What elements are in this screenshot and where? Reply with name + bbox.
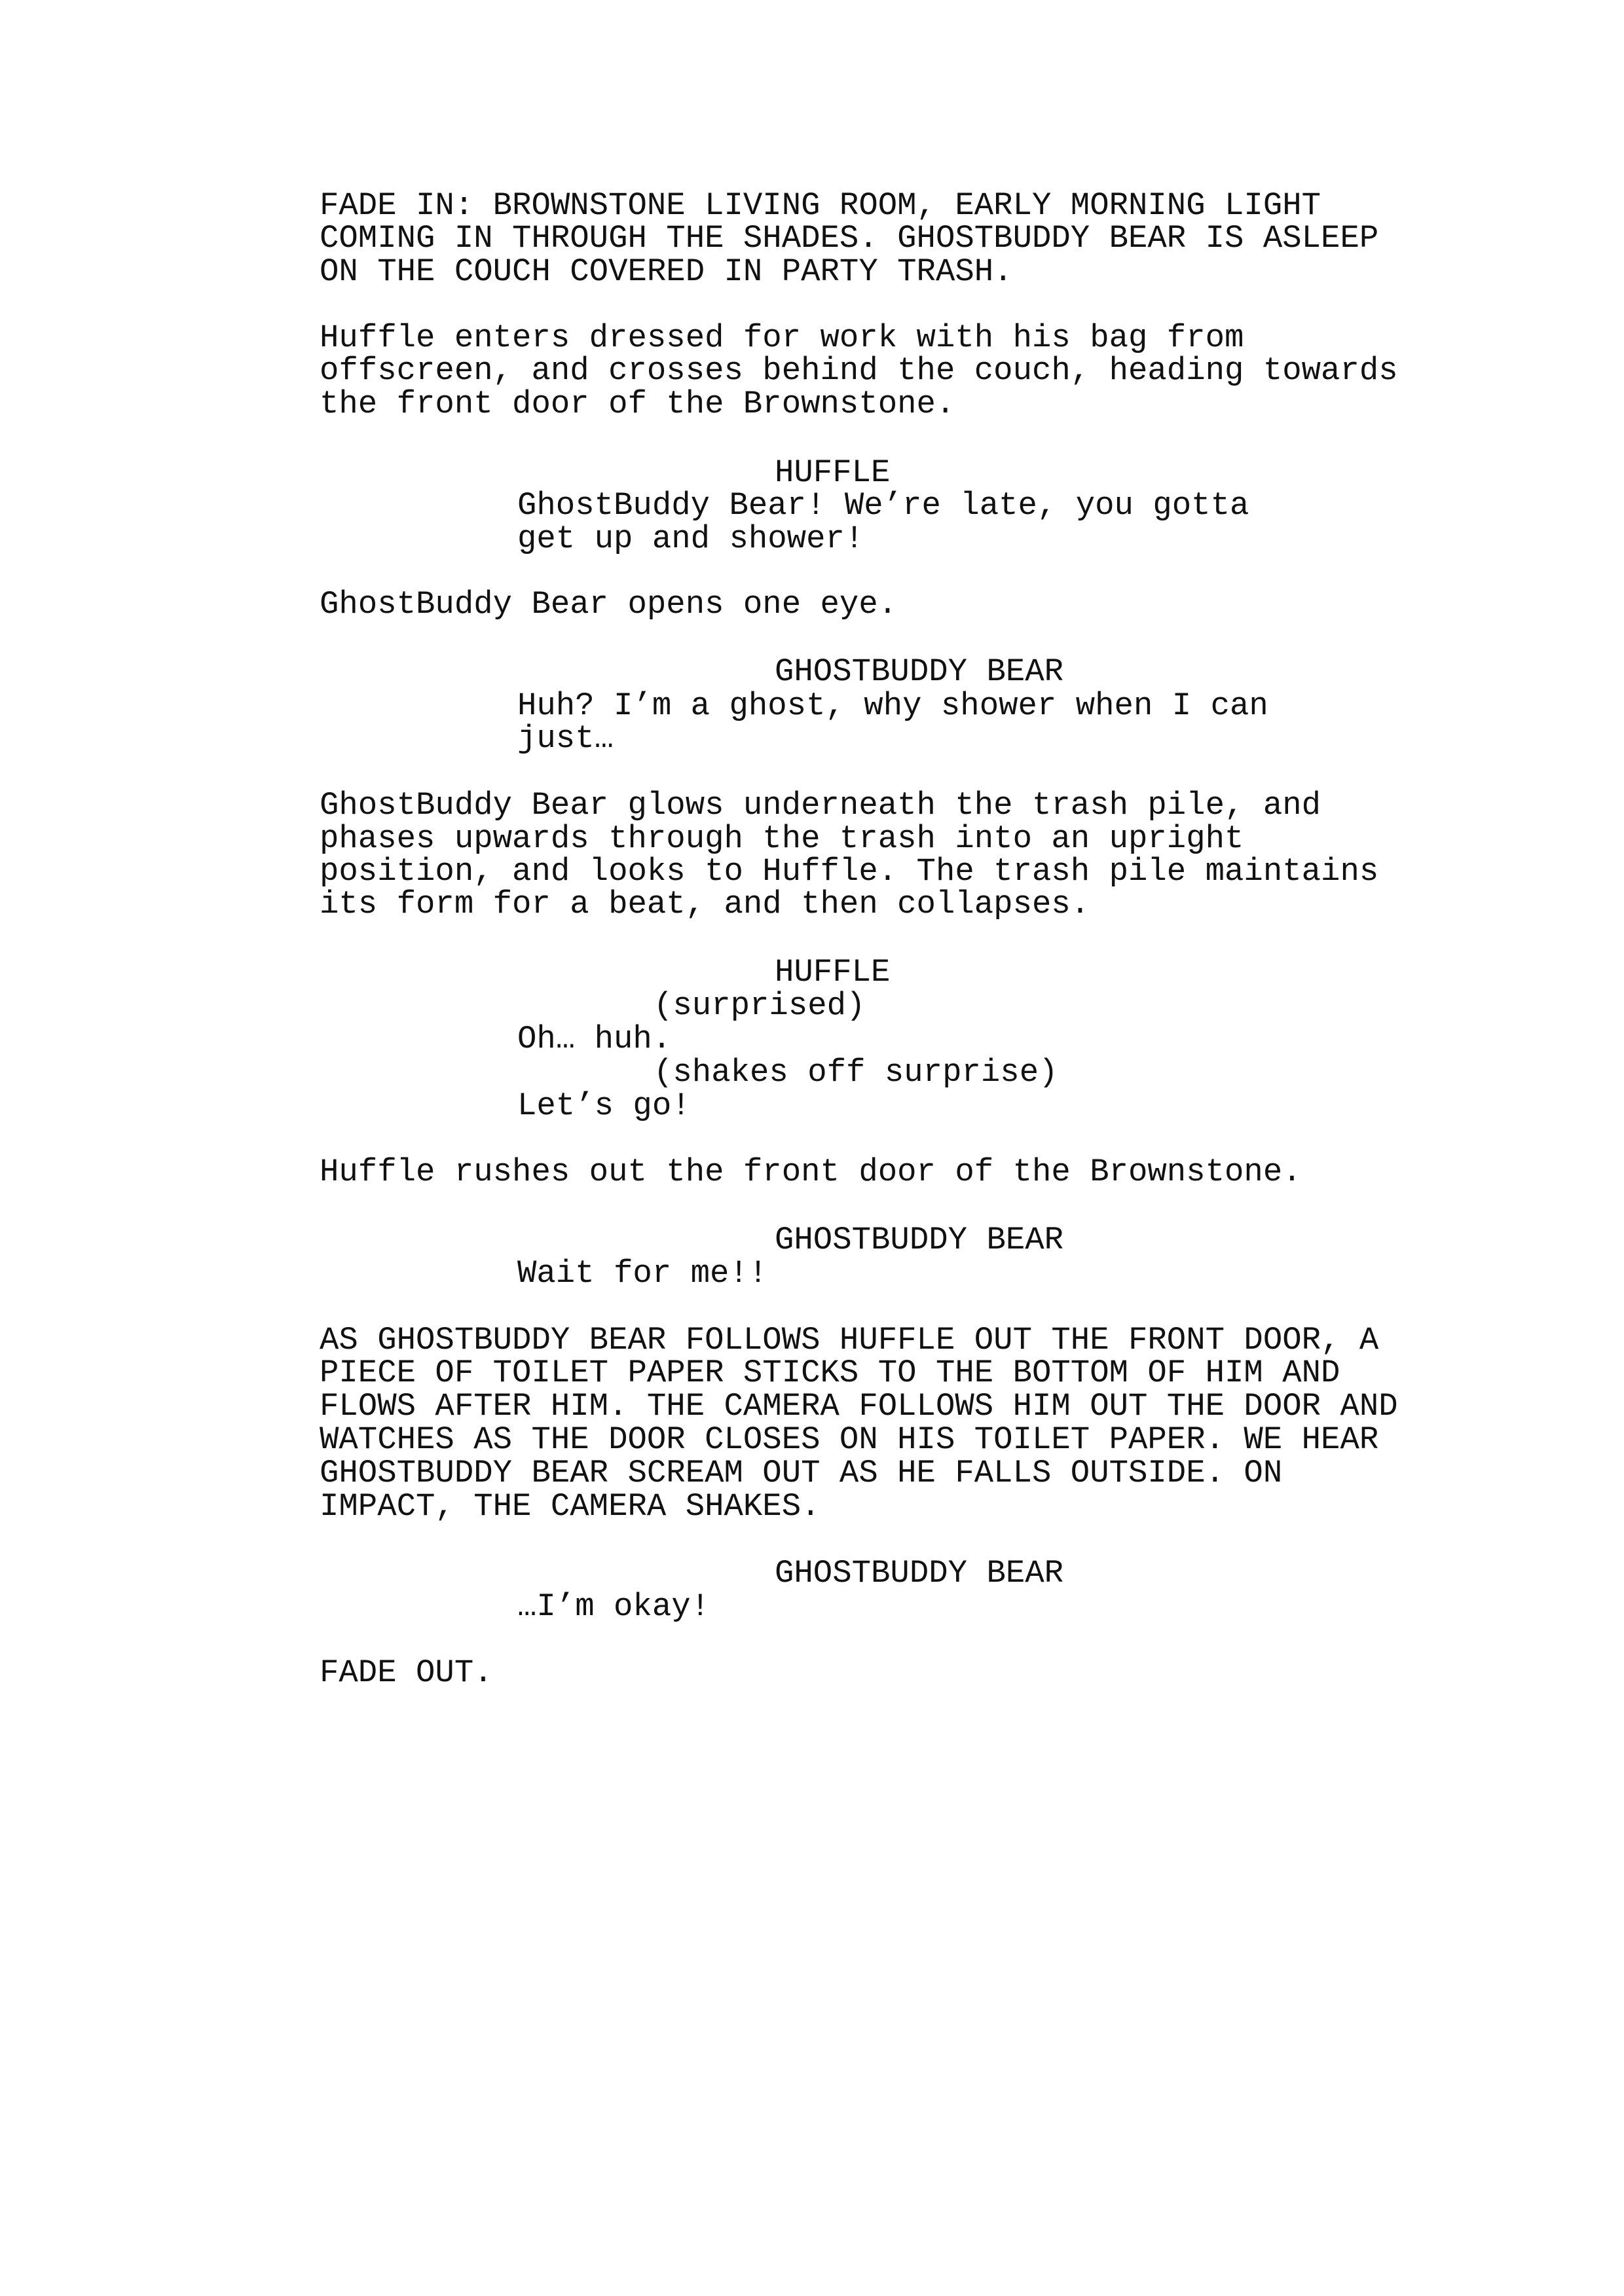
dialogue-line: get up and shower! [517, 520, 864, 557]
action-line: IMPACT, THE CAMERA SHAKES. [320, 1488, 821, 1525]
character-name: GHOSTBUDDY BEAR [775, 653, 1064, 690]
action-line: FLOWS AFTER HIM. THE CAMERA FOLLOWS HIM OUT THE DOOR AND [320, 1388, 1398, 1425]
dialogue-line: GhostBuddy Bear! We’re late, you gotta [517, 487, 1249, 524]
character-name: GHOSTBUDDY BEAR [775, 1222, 1064, 1258]
character-name: GHOSTBUDDY BEAR [775, 1555, 1064, 1592]
dialogue-line: just… [517, 720, 614, 757]
action-line: FADE IN: BROWNSTONE LIVING ROOM, EARLY MORNING LIGHT [320, 187, 1321, 224]
dialogue-line: Wait for me!! [517, 1255, 768, 1292]
parenthetical: (shakes off surprise) [654, 1054, 1058, 1091]
dialogue-line: …I’m okay! [517, 1588, 710, 1625]
dialogue-line: Let’s go! [517, 1087, 691, 1124]
action-line: position, and looks to Huffle. The trash pile maintains [320, 853, 1379, 890]
dialogue-line: Oh… huh. [517, 1021, 672, 1057]
character-name: HUFFLE [775, 454, 891, 491]
action-line: GhostBuddy Bear opens one eye. [320, 586, 898, 623]
dialogue-line: Huh? I’m a ghost, why shower when I can [517, 687, 1268, 724]
action-line: Huffle rushes out the front door of the Brownstone. [320, 1154, 1302, 1190]
parenthetical: (surprised) [654, 987, 866, 1024]
action-line: Huffle enters dressed for work with his bag from [320, 319, 1244, 356]
action-line: GhostBuddy Bear glows underneath the trash pile, and [320, 787, 1321, 824]
action-line: ON THE COUCH COVERED IN PARTY TRASH. [320, 253, 1013, 290]
transition: FADE OUT. [320, 1654, 493, 1691]
action-line: WATCHES AS THE DOOR CLOSES ON HIS TOILET PAPER. WE HEAR [320, 1421, 1379, 1458]
action-line: COMING IN THROUGH THE SHADES. GHOSTBUDDY BEAR IS ASLEEP [320, 220, 1379, 257]
action-line: offscreen, and crosses behind the couch, heading towards [320, 352, 1398, 389]
action-line: AS GHOSTBUDDY BEAR FOLLOWS HUFFLE OUT THE FRONT DOOR, A [320, 1322, 1379, 1358]
character-name: HUFFLE [775, 954, 891, 991]
action-line: the front door of the Brownstone. [320, 386, 955, 422]
action-line: phases upwards through the trash into an upright [320, 820, 1244, 857]
action-line: PIECE OF TOILET PAPER STICKS TO THE BOTTOM OF HIM AND [320, 1355, 1340, 1391]
action-line: its form for a beat, and then collapses. [320, 886, 1090, 922]
action-line: GHOSTBUDDY BEAR SCREAM OUT AS HE FALLS OUTSIDE. ON [320, 1455, 1283, 1491]
